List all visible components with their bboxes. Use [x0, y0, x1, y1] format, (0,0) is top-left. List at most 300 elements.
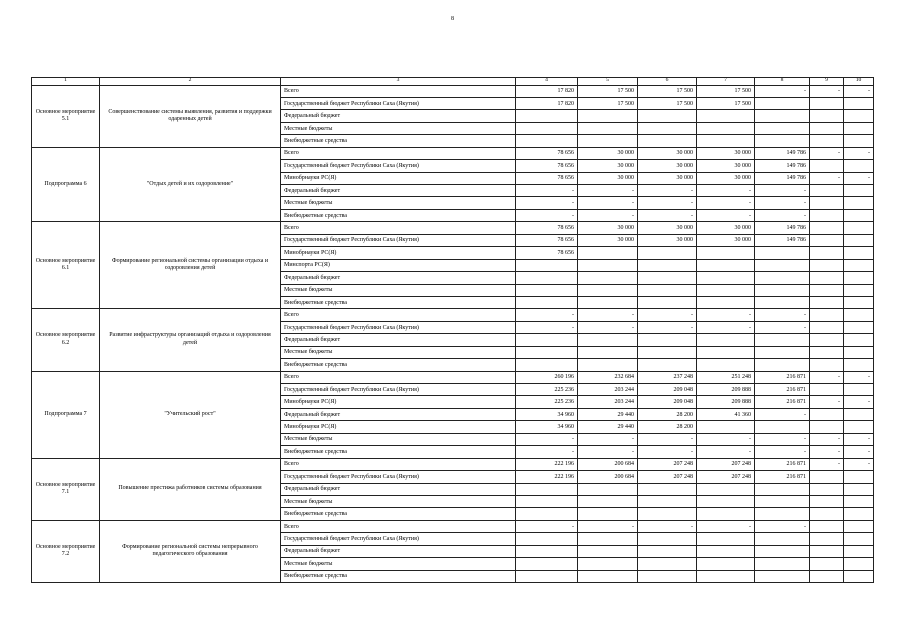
amount-cell: 209 888	[697, 384, 755, 396]
amount-cell	[578, 545, 638, 557]
column-header-7: 7	[697, 78, 755, 86]
amount-cell	[844, 284, 874, 296]
amount-cell	[578, 483, 638, 495]
amount-cell: -	[810, 85, 844, 97]
amount-cell	[844, 471, 874, 483]
program-name: Формирование региональной системы непрерывного педагогического образования	[100, 520, 281, 582]
funding-source: Государственный бюджет Республики Саха (Якутия)	[281, 533, 516, 545]
amount-cell: -	[755, 209, 810, 221]
amount-cell: -	[516, 309, 578, 321]
amount-cell	[755, 495, 810, 507]
amount-cell	[578, 110, 638, 122]
amount-cell: 260 196	[516, 371, 578, 383]
amount-cell: -	[638, 197, 697, 209]
amount-cell	[810, 520, 844, 532]
amount-cell: 225 236	[516, 384, 578, 396]
program-name: Повышение престижа работников системы образования	[100, 458, 281, 520]
amount-cell: 30 000	[638, 222, 697, 234]
funding-source: Местные бюджеты	[281, 197, 516, 209]
amount-cell	[810, 122, 844, 134]
amount-cell	[810, 545, 844, 557]
amount-cell	[638, 346, 697, 358]
amount-cell: 207 248	[697, 471, 755, 483]
amount-cell: 30 000	[697, 222, 755, 234]
amount-cell	[844, 309, 874, 321]
amount-cell	[516, 259, 578, 271]
program-name: Формирование региональной системы организации отдыха и оздоровления детей	[100, 222, 281, 309]
amount-cell: -	[810, 371, 844, 383]
amount-cell	[844, 160, 874, 172]
amount-cell	[578, 284, 638, 296]
funding-source: Местные бюджеты	[281, 346, 516, 358]
amount-cell: 78 656	[516, 172, 578, 184]
column-header-10: 10	[844, 78, 874, 86]
amount-cell: 17 500	[638, 97, 697, 109]
amount-cell	[697, 533, 755, 545]
amount-cell: -	[638, 321, 697, 333]
amount-cell: 203 244	[578, 384, 638, 396]
amount-cell: 78 656	[516, 247, 578, 259]
amount-cell	[578, 346, 638, 358]
amount-cell: -	[578, 520, 638, 532]
funding-source: Государственный бюджет Республики Саха (Якутия)	[281, 97, 516, 109]
amount-cell	[810, 209, 844, 221]
amount-cell: -	[578, 185, 638, 197]
amount-cell: 30 000	[697, 234, 755, 246]
amount-cell	[844, 508, 874, 520]
funding-source: Всего	[281, 147, 516, 159]
amount-cell	[516, 135, 578, 147]
amount-cell	[755, 346, 810, 358]
amount-cell	[810, 97, 844, 109]
amount-cell: 30 000	[578, 222, 638, 234]
table-row	[32, 222, 874, 234]
amount-cell: -	[755, 446, 810, 458]
funding-source: Внебюджетные средства	[281, 296, 516, 308]
amount-cell	[578, 570, 638, 582]
funding-source: Минобрнауки РС(Я)	[281, 172, 516, 184]
amount-cell	[638, 570, 697, 582]
amount-cell	[755, 272, 810, 284]
column-header-4: 4	[516, 78, 578, 86]
amount-cell	[697, 508, 755, 520]
amount-cell: -	[844, 371, 874, 383]
amount-cell: 30 000	[578, 234, 638, 246]
table-row	[32, 85, 874, 97]
amount-cell	[844, 520, 874, 532]
amount-cell	[638, 533, 697, 545]
amount-cell	[844, 122, 874, 134]
amount-cell: -	[516, 446, 578, 458]
amount-cell	[516, 570, 578, 582]
amount-cell: -	[755, 321, 810, 333]
amount-cell	[578, 122, 638, 134]
column-header-2: 2	[100, 78, 281, 86]
amount-cell	[516, 495, 578, 507]
amount-cell	[697, 284, 755, 296]
funding-source: Местные бюджеты	[281, 122, 516, 134]
amount-cell: 216 871	[755, 371, 810, 383]
column-header-6: 6	[638, 78, 697, 86]
amount-cell	[578, 359, 638, 371]
amount-cell: 17 820	[516, 85, 578, 97]
amount-cell	[810, 110, 844, 122]
funding-source: Внебюджетные средства	[281, 135, 516, 147]
amount-cell: -	[516, 520, 578, 532]
amount-cell: -	[697, 309, 755, 321]
amount-cell	[844, 97, 874, 109]
amount-cell: 78 656	[516, 160, 578, 172]
funding-source: Государственный бюджет Республики Саха (Якутия)	[281, 384, 516, 396]
amount-cell	[578, 533, 638, 545]
amount-cell: 251 248	[697, 371, 755, 383]
amount-cell: -	[578, 197, 638, 209]
amount-cell	[844, 346, 874, 358]
funding-source: Всего	[281, 371, 516, 383]
amount-cell: -	[697, 520, 755, 532]
amount-cell: -	[755, 408, 810, 420]
program-name: "Учительский рост"	[100, 371, 281, 458]
funding-source: Внебюджетные средства	[281, 570, 516, 582]
funding-source: Минобрнауки РС(Я)	[281, 396, 516, 408]
amount-cell: -	[810, 172, 844, 184]
amount-cell: -	[755, 85, 810, 97]
amount-cell	[638, 122, 697, 134]
amount-cell	[844, 185, 874, 197]
amount-cell	[810, 321, 844, 333]
funding-source: Всего	[281, 85, 516, 97]
amount-cell: 78 656	[516, 234, 578, 246]
amount-cell	[810, 533, 844, 545]
amount-cell	[844, 558, 874, 570]
amount-cell: 232 684	[578, 371, 638, 383]
amount-cell	[810, 259, 844, 271]
amount-cell	[578, 334, 638, 346]
amount-cell: 17 500	[697, 97, 755, 109]
amount-cell: 222 196	[516, 458, 578, 470]
amount-cell: 209 048	[638, 396, 697, 408]
amount-cell	[697, 570, 755, 582]
amount-cell: -	[844, 85, 874, 97]
amount-cell: 30 000	[638, 172, 697, 184]
amount-cell	[810, 234, 844, 246]
amount-cell: -	[810, 433, 844, 445]
amount-cell	[516, 359, 578, 371]
amount-cell: 29 440	[578, 421, 638, 433]
amount-cell: -	[638, 185, 697, 197]
amount-cell	[755, 135, 810, 147]
amount-cell: 30 000	[697, 160, 755, 172]
funding-source: Федеральный бюджет	[281, 272, 516, 284]
table-row	[32, 520, 874, 532]
amount-cell	[755, 97, 810, 109]
amount-cell	[697, 259, 755, 271]
amount-cell: 30 000	[578, 160, 638, 172]
table-row	[32, 371, 874, 383]
amount-cell: 237 248	[638, 371, 697, 383]
amount-cell	[697, 545, 755, 557]
amount-cell	[755, 122, 810, 134]
amount-cell	[810, 334, 844, 346]
amount-cell	[810, 408, 844, 420]
amount-cell	[810, 247, 844, 259]
funding-source: Федеральный бюджет	[281, 408, 516, 420]
amount-cell	[844, 222, 874, 234]
amount-cell	[638, 495, 697, 507]
amount-cell: 30 000	[638, 147, 697, 159]
amount-cell	[755, 296, 810, 308]
amount-cell	[844, 321, 874, 333]
amount-cell	[810, 197, 844, 209]
table-row	[32, 309, 874, 321]
amount-cell: -	[755, 520, 810, 532]
amount-cell	[638, 296, 697, 308]
program-code: Подпрограмма 7	[32, 371, 100, 458]
amount-cell: 29 440	[578, 408, 638, 420]
column-header-9: 9	[810, 78, 844, 86]
amount-cell	[844, 495, 874, 507]
amount-cell	[755, 545, 810, 557]
amount-cell: 225 236	[516, 396, 578, 408]
amount-cell	[810, 272, 844, 284]
amount-cell: 78 656	[516, 147, 578, 159]
amount-cell	[697, 334, 755, 346]
amount-cell	[578, 558, 638, 570]
amount-cell	[638, 272, 697, 284]
amount-cell	[697, 272, 755, 284]
amount-cell: 17 500	[578, 85, 638, 97]
funding-source: Всего	[281, 458, 516, 470]
amount-cell	[844, 408, 874, 420]
amount-cell	[516, 545, 578, 557]
amount-cell	[697, 359, 755, 371]
amount-cell: -	[638, 520, 697, 532]
amount-cell	[516, 334, 578, 346]
amount-cell	[516, 508, 578, 520]
funding-source: Местные бюджеты	[281, 433, 516, 445]
amount-cell	[755, 247, 810, 259]
amount-cell	[755, 334, 810, 346]
amount-cell: -	[516, 433, 578, 445]
amount-cell	[638, 359, 697, 371]
amount-cell: 209 888	[697, 396, 755, 408]
amount-cell	[810, 359, 844, 371]
amount-cell: -	[810, 147, 844, 159]
amount-cell: -	[516, 321, 578, 333]
amount-cell	[755, 533, 810, 545]
amount-cell: -	[810, 396, 844, 408]
amount-cell	[578, 508, 638, 520]
amount-cell: 207 248	[638, 458, 697, 470]
amount-cell: 30 000	[638, 234, 697, 246]
amount-cell: 41 360	[697, 408, 755, 420]
program-code: Подпрограмма 6	[32, 147, 100, 222]
amount-cell	[697, 122, 755, 134]
amount-cell: 207 248	[638, 471, 697, 483]
funding-source: Государственный бюджет Республики Саха (Якутия)	[281, 321, 516, 333]
amount-cell: 17 500	[638, 85, 697, 97]
amount-cell: 30 000	[638, 160, 697, 172]
funding-source: Всего	[281, 222, 516, 234]
amount-cell	[844, 110, 874, 122]
funding-source: Внебюджетные средства	[281, 359, 516, 371]
amount-cell	[697, 296, 755, 308]
amount-cell	[844, 247, 874, 259]
amount-cell	[844, 483, 874, 495]
table-row	[32, 458, 874, 470]
funding-source: Внебюджетные средства	[281, 446, 516, 458]
amount-cell: -	[578, 309, 638, 321]
amount-cell: 34 960	[516, 408, 578, 420]
amount-cell: -	[638, 446, 697, 458]
funding-source: Местные бюджеты	[281, 495, 516, 507]
budget-table	[31, 77, 874, 583]
amount-cell: -	[697, 446, 755, 458]
header-row	[32, 78, 874, 86]
amount-cell	[697, 495, 755, 507]
column-header-5: 5	[578, 78, 638, 86]
funding-source: Местные бюджеты	[281, 284, 516, 296]
amount-cell: 200 684	[578, 458, 638, 470]
amount-cell	[578, 495, 638, 507]
amount-cell: -	[844, 172, 874, 184]
amount-cell: -	[844, 147, 874, 159]
amount-cell	[755, 483, 810, 495]
amount-cell	[638, 334, 697, 346]
amount-cell	[578, 247, 638, 259]
amount-cell: -	[516, 185, 578, 197]
amount-cell	[638, 483, 697, 495]
amount-cell: 30 000	[578, 147, 638, 159]
funding-source: Федеральный бюджет	[281, 110, 516, 122]
amount-cell	[810, 558, 844, 570]
amount-cell	[516, 483, 578, 495]
program-code: Основное мероприятие 5.1	[32, 85, 100, 147]
amount-cell	[697, 421, 755, 433]
amount-cell	[755, 508, 810, 520]
page-number: 8	[451, 16, 454, 22]
amount-cell: 207 248	[697, 458, 755, 470]
amount-cell	[638, 259, 697, 271]
program-name: Развитие инфраструктуры организаций отдыха и оздоровления детей	[100, 309, 281, 371]
amount-cell: -	[638, 209, 697, 221]
amount-cell: -	[755, 309, 810, 321]
amount-cell: 200 684	[578, 471, 638, 483]
amount-cell	[578, 272, 638, 284]
amount-cell: 149 786	[755, 222, 810, 234]
amount-cell: 216 871	[755, 396, 810, 408]
amount-cell	[844, 533, 874, 545]
amount-cell: -	[844, 446, 874, 458]
program-code: Основное мероприятие 7.1	[32, 458, 100, 520]
amount-cell: -	[697, 433, 755, 445]
amount-cell	[810, 508, 844, 520]
amount-cell	[516, 284, 578, 296]
amount-cell	[638, 247, 697, 259]
amount-cell: -	[516, 197, 578, 209]
amount-cell	[844, 296, 874, 308]
amount-cell	[516, 122, 578, 134]
amount-cell	[844, 545, 874, 557]
funding-source: Федеральный бюджет	[281, 185, 516, 197]
amount-cell	[844, 234, 874, 246]
funding-source: Федеральный бюджет	[281, 483, 516, 495]
amount-cell	[516, 296, 578, 308]
amount-cell	[638, 110, 697, 122]
amount-cell	[755, 558, 810, 570]
amount-cell: 222 196	[516, 471, 578, 483]
amount-cell	[755, 284, 810, 296]
amount-cell	[638, 545, 697, 557]
column-header-3: 3	[281, 78, 516, 86]
amount-cell	[697, 110, 755, 122]
amount-cell	[516, 346, 578, 358]
amount-cell: 203 244	[578, 396, 638, 408]
amount-cell	[844, 421, 874, 433]
amount-cell	[844, 135, 874, 147]
amount-cell	[516, 533, 578, 545]
amount-cell	[697, 247, 755, 259]
amount-cell: -	[844, 433, 874, 445]
program-code: Основное мероприятие 6.2	[32, 309, 100, 371]
funding-source: Местные бюджеты	[281, 558, 516, 570]
funding-source: Внебюджетные средства	[281, 508, 516, 520]
amount-cell	[810, 160, 844, 172]
amount-cell: -	[638, 309, 697, 321]
amount-cell: -	[697, 321, 755, 333]
amount-cell: -	[844, 396, 874, 408]
amount-cell	[844, 334, 874, 346]
amount-cell: 30 000	[578, 172, 638, 184]
amount-cell: 30 000	[697, 172, 755, 184]
amount-cell	[810, 421, 844, 433]
amount-cell	[697, 558, 755, 570]
amount-cell: 149 786	[755, 160, 810, 172]
amount-cell: 30 000	[697, 147, 755, 159]
amount-cell	[697, 135, 755, 147]
amount-cell	[810, 135, 844, 147]
amount-cell: 17 820	[516, 97, 578, 109]
program-name: "Отдых детей и их оздоровление"	[100, 147, 281, 222]
amount-cell	[810, 309, 844, 321]
program-code: Основное мероприятие 6.1	[32, 222, 100, 309]
amount-cell	[638, 508, 697, 520]
amount-cell	[810, 483, 844, 495]
amount-cell: -	[578, 433, 638, 445]
amount-cell	[578, 296, 638, 308]
funding-source: Внебюджетные средства	[281, 209, 516, 221]
amount-cell: -	[810, 446, 844, 458]
amount-cell: 216 871	[755, 458, 810, 470]
amount-cell	[755, 421, 810, 433]
amount-cell	[810, 222, 844, 234]
amount-cell: 149 786	[755, 172, 810, 184]
amount-cell	[638, 135, 697, 147]
amount-cell: 216 871	[755, 471, 810, 483]
amount-cell: -	[578, 321, 638, 333]
amount-cell: 28 200	[638, 408, 697, 420]
amount-cell	[810, 495, 844, 507]
amount-cell: -	[638, 433, 697, 445]
amount-cell: 216 871	[755, 384, 810, 396]
amount-cell	[755, 259, 810, 271]
funding-source: Всего	[281, 309, 516, 321]
amount-cell	[516, 272, 578, 284]
funding-source: Минобрнауки РС(Я)	[281, 247, 516, 259]
amount-cell	[755, 359, 810, 371]
amount-cell	[844, 272, 874, 284]
amount-cell	[755, 570, 810, 582]
